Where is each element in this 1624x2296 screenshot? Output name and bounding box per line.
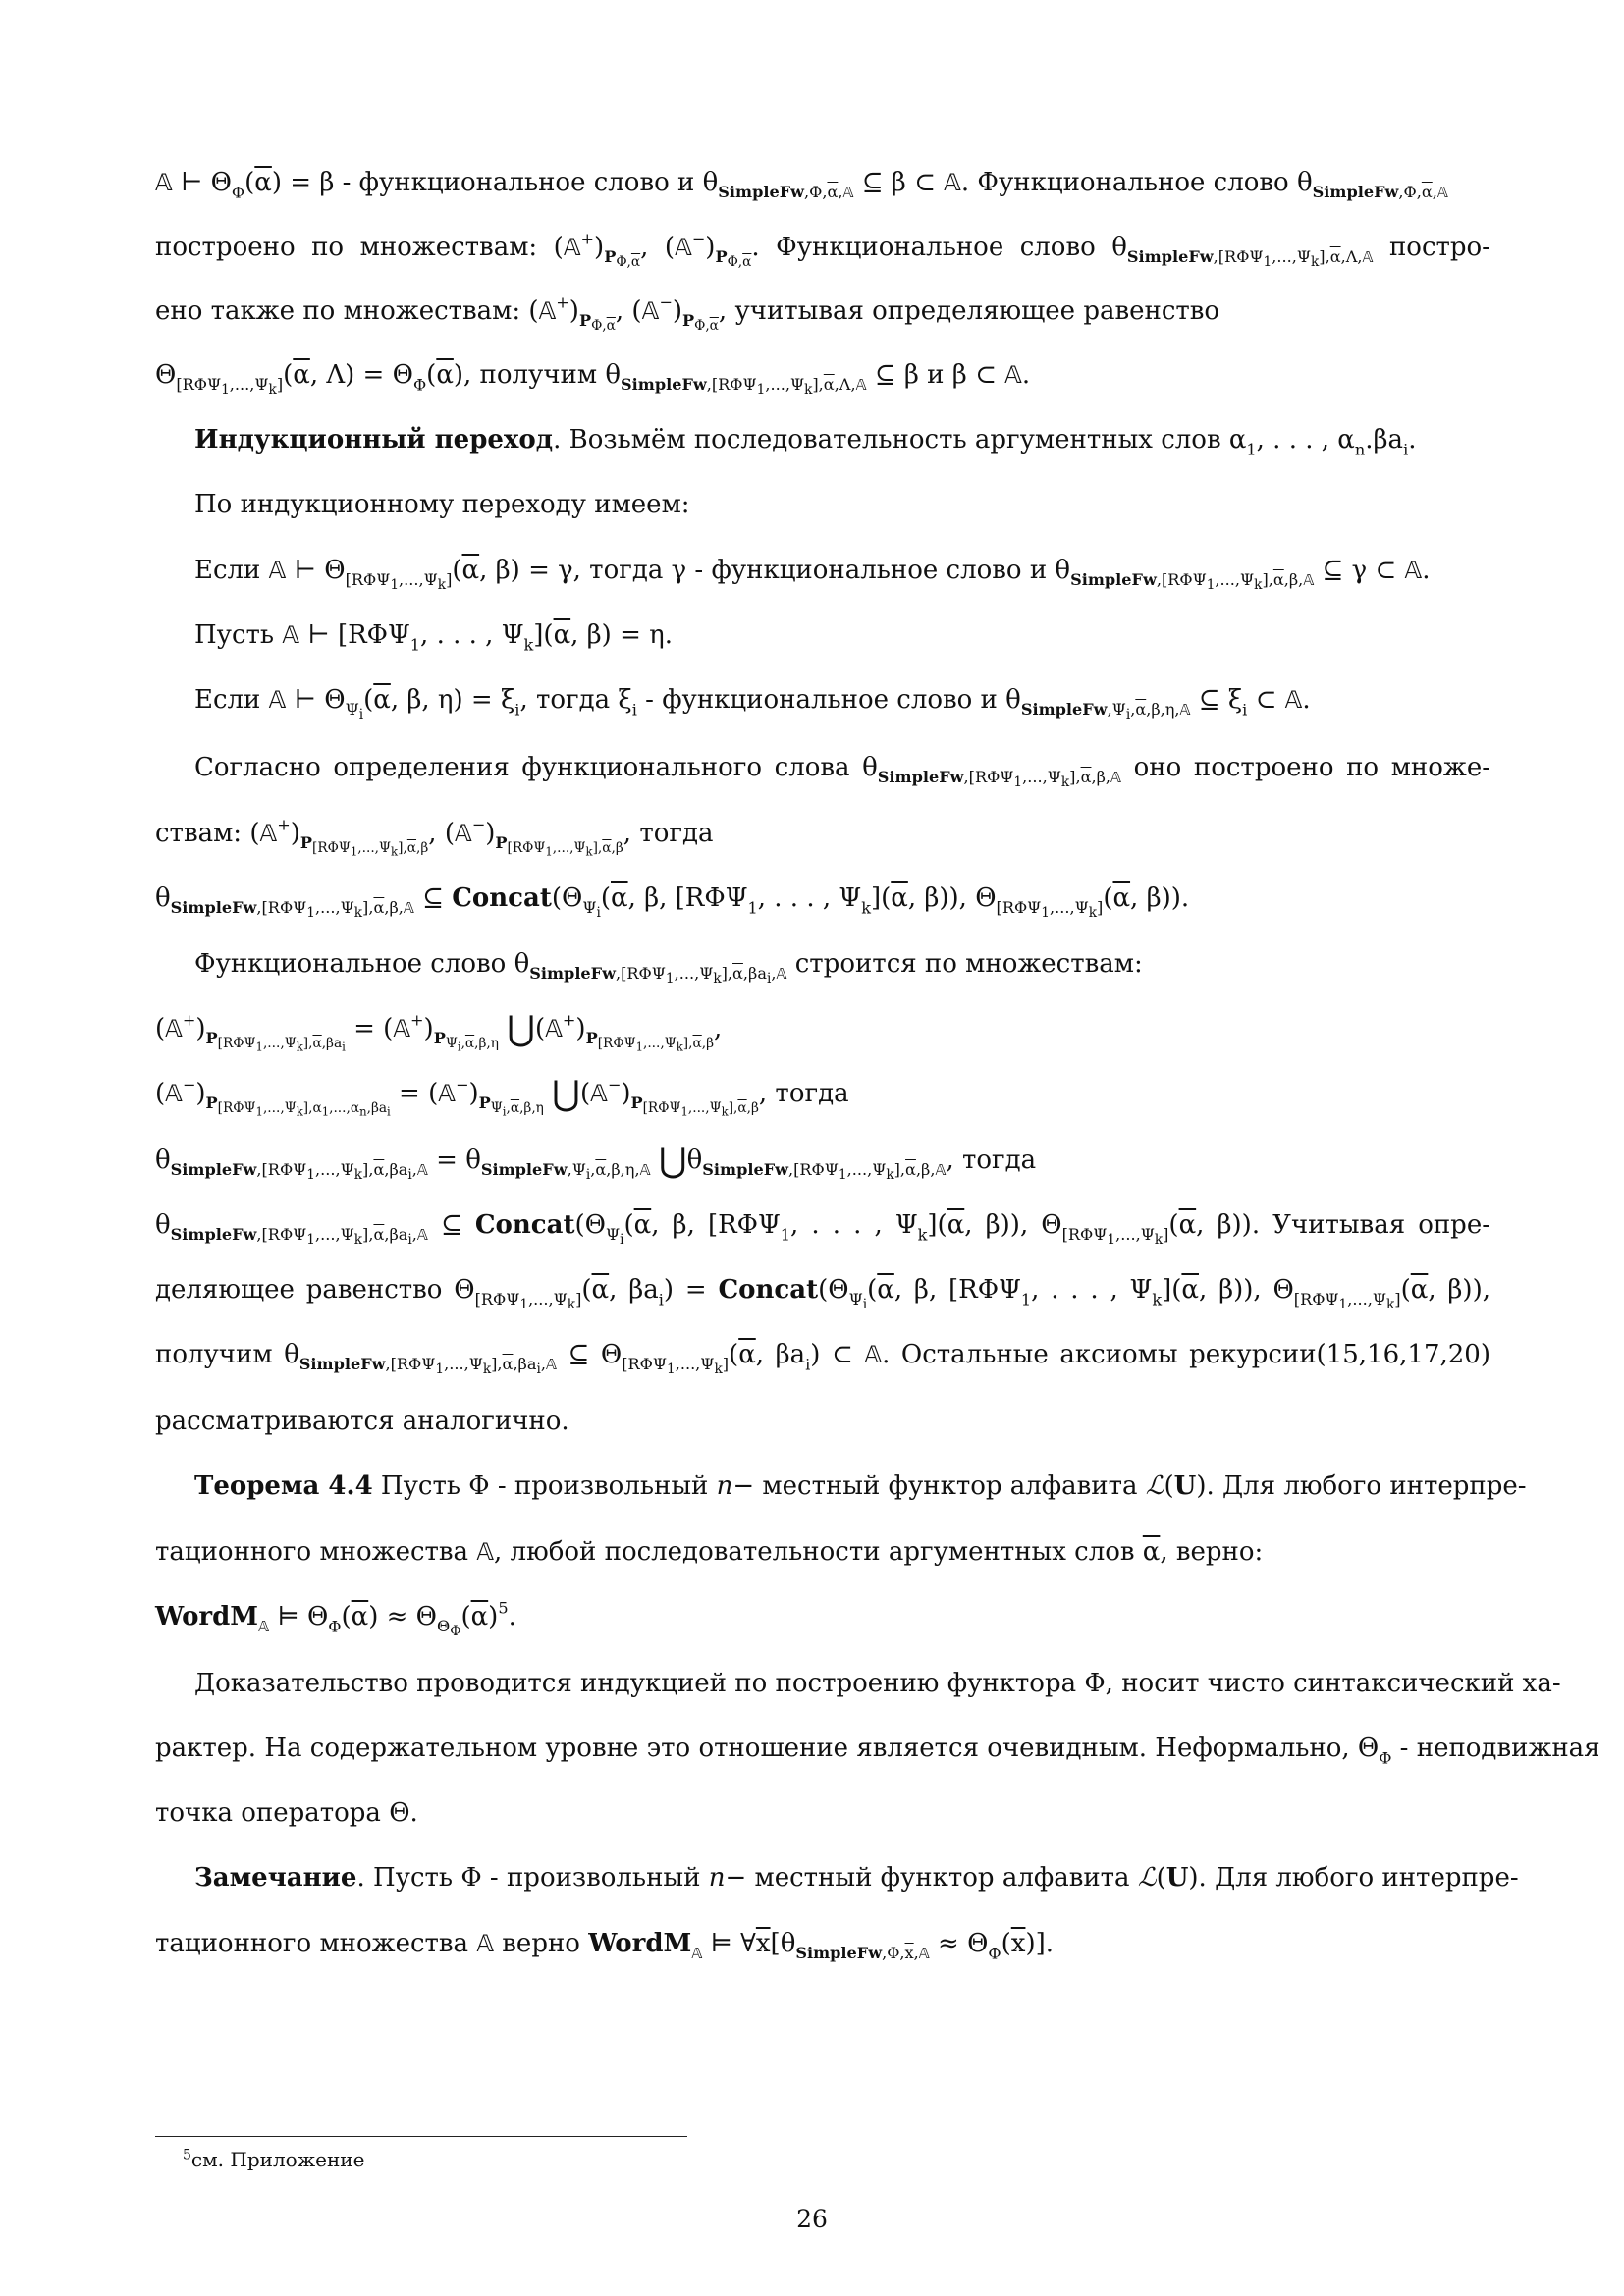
- footnote-rule: [155, 2136, 687, 2137]
- text-line-l21: Теорема 4.4 Пусть Φ - произвольный n− местный функтор алфавита ℒ(U). Для любого интерпре-: [194, 1471, 1527, 1501]
- text-line-l23: WordM$_𝔸$ ⊨ $\Theta_\Phi(\overline{\alpha}) \approx \Theta_{\Theta_\Phi}(\overline{\alpha})^5$.: [155, 1598, 516, 1640]
- text-line-l17: $\theta_{SimpleFw,[R\Phi\Psi_1,...,\Psi_k],\overline{\alpha},\beta a_i,𝔸}$ ⊆ $Concat(\Theta_{\Psi_i}(\overline{\alpha}$, β, [$R\Phi\Psi_1$, . . . , $\Psi_k](\overline{\alpha}$, β)), $\Theta_{[R\Phi\Psi_1,...,\Psi_k]}(\overline{\alpha}$, β)). Учитывая опре-: [155, 1210, 1490, 1249]
- text-line-l12: $\theta_{SimpleFw,[R\Phi\Psi_1,...,\Psi_k],\overline{\alpha},\beta,𝔸}$ ⊆ $Concat(\Theta_{\Psi_i}(\overline{\alpha}$, β, [$R\Phi\Psi_1$, . . . , $\Psi_k](\overline{\alpha}$, β)), $\Theta_{[R\Phi\Psi_1,...,\Psi_k]}(\overline{\alpha}$, β)).: [155, 883, 1190, 922]
- text-line-l14: $(𝔸^+)_{P_{[R\Phi\Psi_1,...,\Psi_k],\overline{\alpha},\beta a_i}}$ = $(𝔸^+)_{P_{\Psi_i,\overline{\alpha},\beta,\eta}}$ $⋃(𝔸^+)_{P_{[R\Phi\Psi_1,...,\Psi_k],\overline{\alpha},\beta}}$,: [155, 1008, 723, 1054]
- footnote-text: см. Приложение: [190, 2148, 365, 2171]
- text-line-l27: Замечание. Пусть Φ - произвольный n− местный функтор алфавита ℒ(U). Для любого интерпре-: [194, 1863, 1519, 1893]
- text-line-l26: точка оператора Θ.: [155, 1798, 418, 1828]
- text-line-l11: ствам: $(𝔸^+)_{P_{[R\Phi\Psi_1,...,\Psi_k],\overline{\alpha},\beta}}$, $(𝔸^-)_{P_{[R\Phi\Psi_1,...,\Psi_k],\overline{\alpha},\beta}}$, тогда: [155, 815, 714, 859]
- text-line-l19: получим $\theta_{SimpleFw,[R\Phi\Psi_1,...,\Psi_k],\overline{\alpha},\beta a_i,𝔸}$ ⊆ $\Theta_{[R\Phi\Psi_1,...,\Psi_k]}(\overline{\alpha}$, $\beta a_i$) ⊂ 𝔸. Остальные аксиомы рекурсии(15,16,17,20): [155, 1340, 1490, 1378]
- text-line-l28: тационного множества 𝔸 верно WordM$_𝔸$ ⊨ $\forall\overline{x}[\theta_{SimpleFw,\Phi,\overline{x},𝔸} \approx \Theta_\Phi(\overline{x})]$.: [155, 1929, 1054, 1963]
- text-line-l05: Индукционный переход. Возьмём последовательность аргументных слов $\alpha_1$, . . . , $\alpha_n.\beta a_i$.: [194, 425, 1417, 459]
- text-line-l09: Если 𝔸 ⊢ $\Theta_{\Psi_i}(\overline{\alpha}$, β, $\eta) = \xi_i$, тогда $\xi_i$ - функциональное слово и $\theta_{SimpleFw,\Psi_i,\overline{\alpha},\beta,\eta,𝔸}$ ⊆ $\xi_i$ ⊂ 𝔸.: [194, 685, 1311, 723]
- text-line-l24: Доказательство проводится индукцией по построению функтора Φ, носит чисто синтаксический ха-: [194, 1669, 1561, 1698]
- text-line-l22: тационного множества 𝔸, любой последовательности аргументных слов $\overline{\alpha}$, верно:: [155, 1537, 1264, 1567]
- text-line-l13: Функциональное слово $\theta_{SimpleFw,[R\Phi\Psi_1,...,\Psi_k],\overline{\alpha},\beta a_i,𝔸}$ строится по множествам:: [194, 949, 1143, 988]
- text-line-l03: ено также по множествам: $(𝔸^+)_{P_{\Phi,\overline{\alpha}}}$, $(𝔸^-)_{P_{\Phi,\overline{\alpha}}}$, учитывая определяющее равенство: [155, 293, 1220, 335]
- text-line-l20: рассматриваются аналогично.: [155, 1407, 569, 1436]
- text-line-l07: Если 𝔸 ⊢ $\Theta_{[R\Phi\Psi_1,...,\Psi_k]}(\overline{\alpha}$, β) = γ, тогда γ - функциональное слово и $\theta_{SimpleFw,[R\Phi\Psi_1,...,\Psi_k],\overline{\alpha},\beta,𝔸}$ ⊆ γ ⊂ 𝔸.: [194, 556, 1431, 594]
- text-line-l06: По индукционному переходу имеем:: [194, 490, 690, 519]
- text-line-l16: $\theta_{SimpleFw,[R\Phi\Psi_1,...,\Psi_k],\overline{\alpha},\beta a_i,𝔸} = \theta_{SimpleFw,\Psi_i,\overline{\alpha},\beta,\eta,𝔸}$ $⋃\theta_{SimpleFw,[R\Phi\Psi_1,...,\Psi_k],\overline{\alpha},\beta,𝔸}$, тогда: [155, 1140, 1037, 1184]
- text-line-l04: $\Theta_{[R\Phi\Psi_1,...,\Psi_k]}(\overline{\alpha}$, $\Lambda) = \Theta_\Phi(\overline{\alpha})$, получим $\theta_{SimpleFw,[R\Phi\Psi_1,...,\Psi_k],\overline{\alpha},\Lambda,𝔸}$ ⊆ β и β ⊂ 𝔸.: [155, 360, 1031, 399]
- text-line-l08: Пусть 𝔸 ⊢ [$R\Phi\Psi_1$, . . . , $\Psi_k](\overline{\alpha}$, β) = η.: [194, 620, 673, 655]
- footnote: [183, 2146, 364, 2173]
- text-line-l10: Согласно определения функционального слова $\theta_{SimpleFw,[R\Phi\Psi_1,...,\Psi_k],\overline{\alpha},\beta,𝔸}$ оно построено по множе-: [194, 753, 1490, 791]
- text-line-l25: рактер. На содержательном уровне это отношение является очевидным. Неформально, $\Theta_\Phi$ - неподвижная: [155, 1734, 1600, 1768]
- footnote-mark: 5: [183, 2147, 191, 2163]
- text-line-l18: деляющее равенство $\Theta_{[R\Phi\Psi_1,...,\Psi_k]}(\overline{\alpha}$, $\beta a_i$) = $Concat(\Theta_{\Psi_i}(\overline{\alpha}$, β, [$R\Phi\Psi_1$, . . . , $\Psi_k](\overline{\alpha}$, β)), $\Theta_{[R\Phi\Psi_1,...,\Psi_k]}(\overline{\alpha}$, β)),: [155, 1275, 1490, 1313]
- page-number: 26: [796, 2205, 828, 2233]
- text-line-l01: 𝔸 ⊢ $\Theta_\Phi(\overline{\alpha}) = \beta$ - функциональное слово и $\theta_{SimpleFw,\Phi,\overline{\alpha},𝔸}$ ⊆ β ⊂ 𝔸. Функциональное слово $\theta_{SimpleFw,\Phi,\overline{\alpha},𝔸}$: [155, 168, 1448, 202]
- text-line-l02: построено по множествам: $(𝔸^+)_{P_{\Phi,\overline{\alpha}}}$, $(𝔸^-)_{P_{\Phi,\overline{\alpha}}}$. Функциональное слово $\theta_{SimpleFw,[R\Phi\Psi_1,...,\Psi_k],\overline{\alpha},\Lambda,𝔸}$ постро-: [155, 229, 1490, 271]
- text-line-l15: $(𝔸^-)_{P_{[R\Phi\Psi_1,...,\Psi_k],\alpha_1,...,\alpha_n,\beta a_i}}$ = $(𝔸^-)_{P_{\Psi_i,\overline{\alpha},\beta,\eta}}$ $⋃(𝔸^-)_{P_{[R\Phi\Psi_1,...,\Psi_k],\overline{\alpha},\beta}}$, тогда: [155, 1073, 849, 1119]
